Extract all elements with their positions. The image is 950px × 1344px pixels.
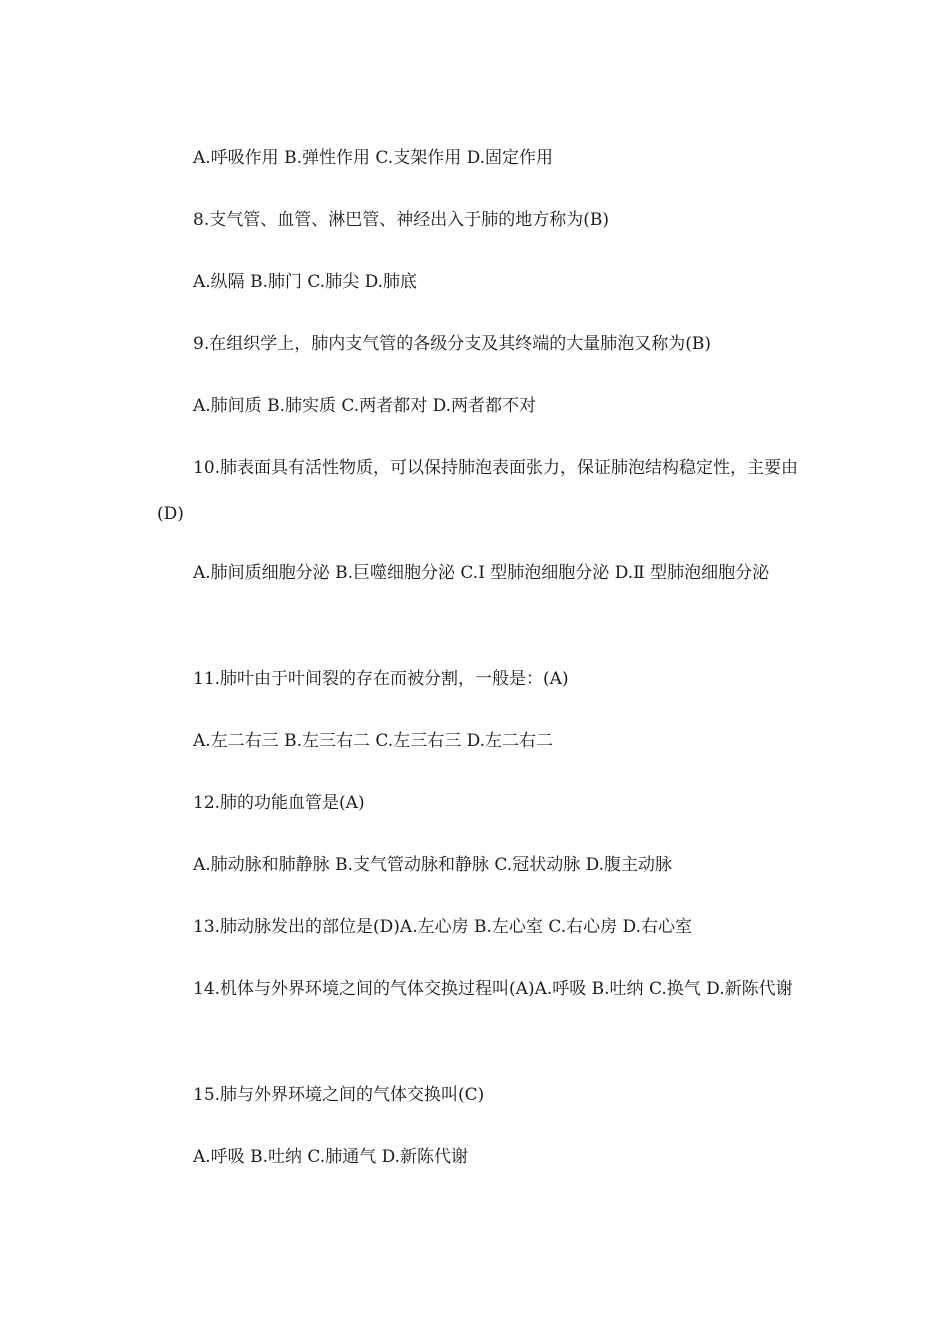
question-13: 13.肺动脉发出的部位是(D)A.左心房 B.左心室 C.右心房 D.右心室 (193, 917, 692, 937)
question-10: 10.肺表面具有活性物质，可以保持肺泡表面张力，保证肺泡结构稳定性，主要由(D) (157, 458, 799, 524)
question-9: 9.在组织学上，肺内支气管的各级分支及其终端的大量肺泡又称为(B) (193, 334, 711, 354)
question-11: 11.肺叶由于叶间裂的存在而被分割，一般是：(A) (193, 669, 569, 689)
answer-options-q12: A.肺动脉和肺静脉 B.支气管动脉和静脉 C.冠状动脉 D.腹主动脉 (193, 855, 673, 875)
answer-options-q15: A.呼吸 B.吐纳 C.肺通气 D.新陈代谢 (193, 1147, 469, 1167)
question-15: 15.肺与外界环境之间的气体交换叫(C) (193, 1085, 485, 1105)
answer-options-q10: A.肺间质细胞分泌 B.巨噬细胞分泌 C.Ⅰ 型肺泡细胞分泌 D.Ⅱ 型肺泡细胞分泌 (193, 563, 770, 583)
question-12: 12.肺的功能血管是(A) (193, 793, 365, 813)
question-14: 14.机体与外界环境之间的气体交换过程叫(A)A.呼吸 B.吐纳 C.换气 D.新陈代谢 (193, 979, 793, 999)
answer-options-q11: A.左二右三 B.左三右二 C.左三右三 D.左二右二 (193, 731, 554, 751)
answer-options-q7: A.呼吸作用 B.弹性作用 C.支架作用 D.固定作用 (193, 148, 554, 168)
answer-options-q8: A.纵隔 B.肺门 C.肺尖 D.肺底 (193, 272, 418, 292)
question-8: 8.支气管、血管、淋巴管、神经出入于肺的地方称为(B) (193, 210, 609, 230)
answer-options-q9: A.肺间质 B.肺实质 C.两者都对 D.两者都不对 (193, 396, 537, 416)
